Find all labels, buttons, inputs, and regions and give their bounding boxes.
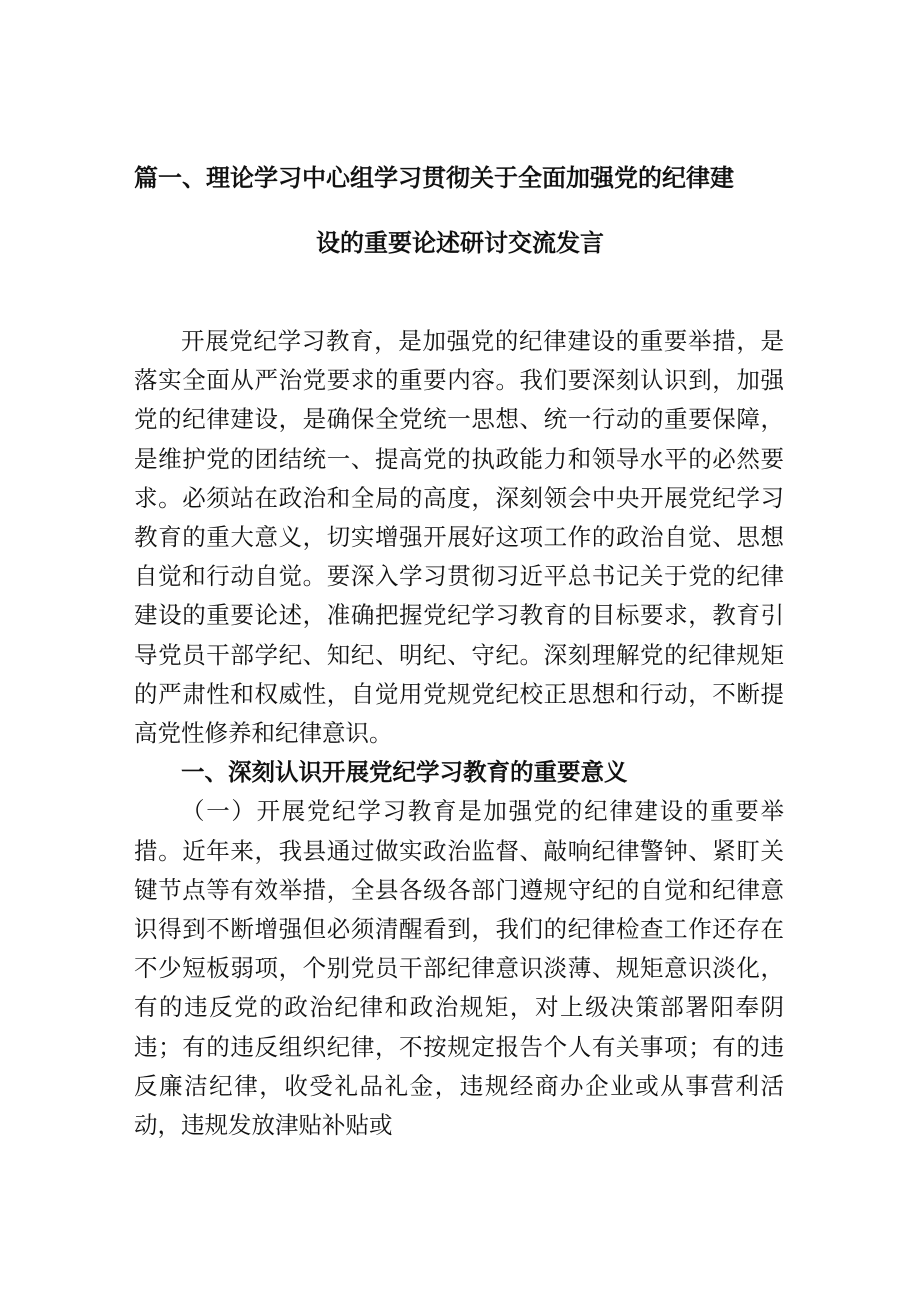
document-body (134, 322, 784, 1145)
document-title-line-1: 篇一、理论学习中心组学习贯彻关于全面加强党的纪律建 (134, 164, 734, 192)
document-title-line-2: 设的重要论述研讨交流发言 (316, 229, 604, 257)
section-heading: 一、深刻认识开展党纪学习教育的重要意义 (181, 758, 628, 787)
section-paragraph: （一）开展党纪学习教育是加强党的纪律建设的重要举措。近年来，我县通过做实政治监督、敲响纪律警钟、紧盯关键节点等有效举措，全县各级各部门遵规守纪的自觉和纪律意识得到不断增强但必须清醒看到，我们的纪律检查工作还存在不少短板弱项，个别党员干部纪律意识淡薄、规矩意识淡化，有的违反党的政治纪律和政治规矩，对上级决策部署阳奉阴违；有的违反组织纪律，不按规定报告个人有关事项；有的违反廉洁纪律，收受礼品礼金，违规经商办企业或从事营利活动，违规发放津贴补贴或 (134, 797, 784, 1140)
intro-paragraph: 开展党纪学习教育，是加强党的纪律建设的重要举措，是落实全面从严治党要求的重要内容。我们要深刻认识到，加强党的纪律建设，是确保全党统一思想、统一行动的重要保障，是维护党的团结统一、提高党的执政能力和领导水平的必然要求。必须站在政治和全局的高度，深刻领会中央开展党纪学习教育的重大意义，切实增强开展好这项工作的政治自觉、思想自觉和行动自觉。要深入学习贯彻习近平总书记关于党的纪律建设的重要论述，准确把握党纪学习教育的目标要求，教育引导党员干部学纪、知纪、明纪、守纪。深刻理解党的纪律规矩的严肃性和权威性，自觉用党规党纪校正思想和行动，不断提高党性修养和纪律意识。 (134, 327, 784, 748)
